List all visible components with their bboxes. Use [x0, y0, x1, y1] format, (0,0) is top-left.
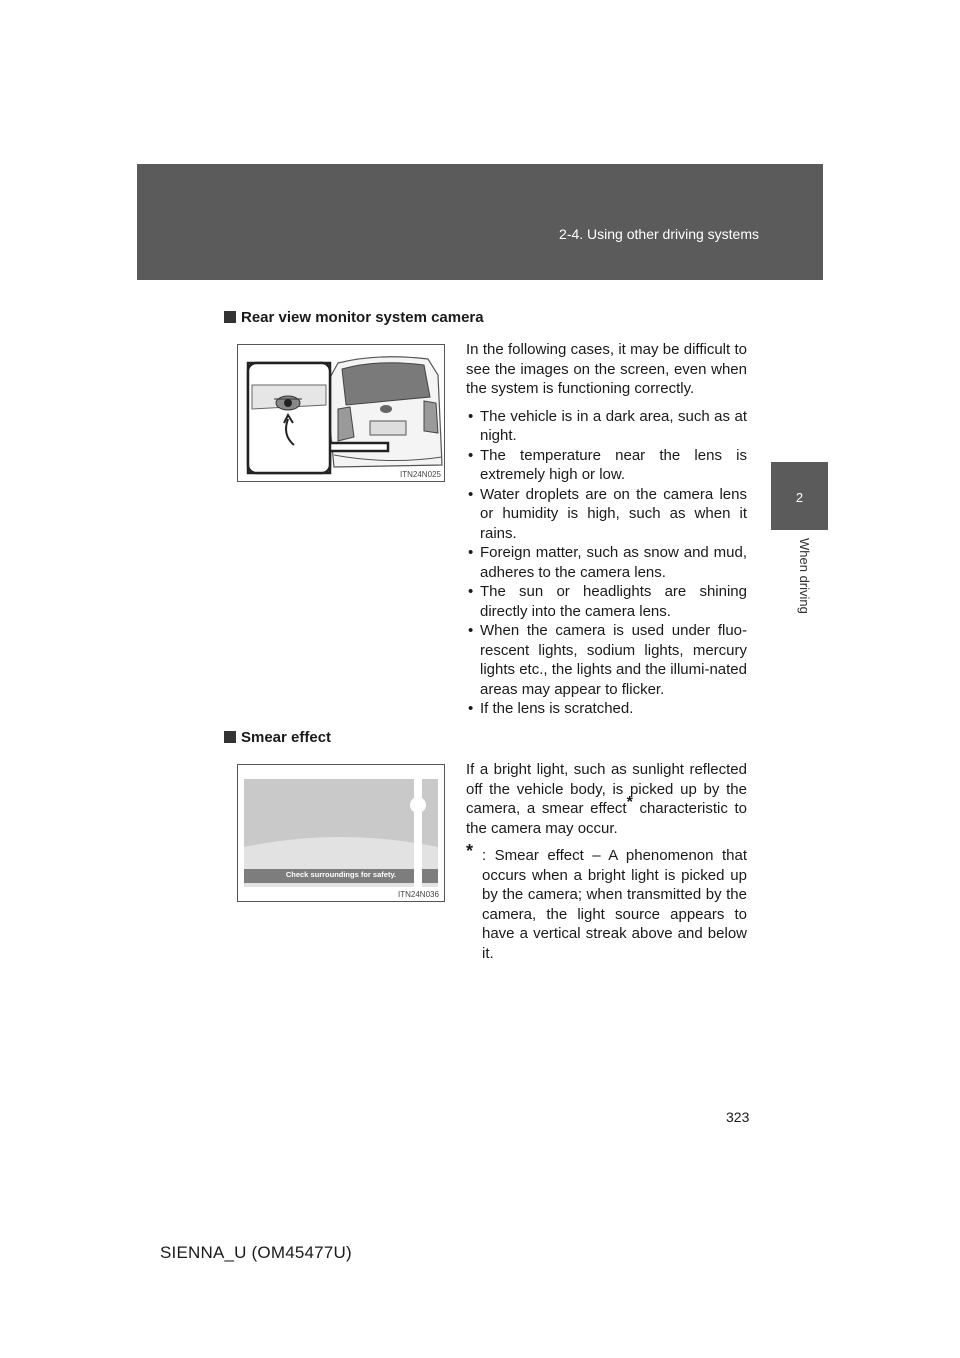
section-heading-smear: Smear effect: [224, 729, 331, 746]
camera-text-block: [466, 340, 747, 719]
chapter-tab: [771, 462, 828, 530]
screen-message: Check surroundings for safety.: [285, 870, 397, 879]
list-item: • The vehicle is in a dark area, such as at night.: [466, 407, 747, 446]
figure-id: ITN24N025: [400, 470, 441, 479]
camera-bullet-list: [466, 407, 747, 719]
header-band: [137, 164, 823, 280]
smear-text-block: [466, 760, 747, 963]
camera-illustration: [237, 344, 445, 482]
square-bullet-icon: [224, 311, 236, 323]
rear-camera-icon: [238, 345, 444, 481]
chapter-number: 2: [795, 490, 804, 505]
list-item: • Foreign matter, such as snow and mud, adheres to the camera lens.: [466, 543, 747, 582]
list-item: • When the camera is used under fluo-rescent lights, sodium lights, mercury lights etc., the lights and the illumi-nated areas may appear to flicker.: [466, 621, 747, 699]
figure-id: ITN24N036: [398, 890, 439, 899]
smear-body: If a bright light, such as sunlight reflected off the vehicle body, is picked up by the camera, a smear effect* characteristic to the camera may occur.: [466, 761, 747, 837]
camera-intro: In the following cases, it may be difficult to see the images on the screen, even when the system is functioning correctly.: [466, 341, 747, 397]
list-item: • If the lens is scratched.: [466, 699, 747, 719]
page-number: 323: [726, 1109, 750, 1125]
smear-illustration: [237, 764, 445, 902]
chapter-label: When driving: [797, 538, 812, 614]
monitor-screen-icon: [238, 765, 444, 901]
section-heading-camera: Rear view monitor system camera: [224, 309, 484, 326]
square-bullet-icon: [224, 731, 236, 743]
list-item: • The sun or headlights are shining directly into the camera lens.: [466, 582, 747, 621]
footer-model: SIENNA_U (OM45477U): [160, 1243, 352, 1262]
list-item: • Water droplets are on the camera lens or humidity is high, such as when it rains.: [466, 485, 747, 544]
list-item: • The temperature near the lens is extremely high or low.: [466, 446, 747, 485]
section-title: 2-4. Using other driving systems: [559, 226, 759, 242]
smear-footnote: * : Smear effect – A phenomenon that occurs when a bright light is picked up by the camera; when transmitted by the camera, the light source appears to have a vertical streak above and below it.: [466, 841, 747, 962]
